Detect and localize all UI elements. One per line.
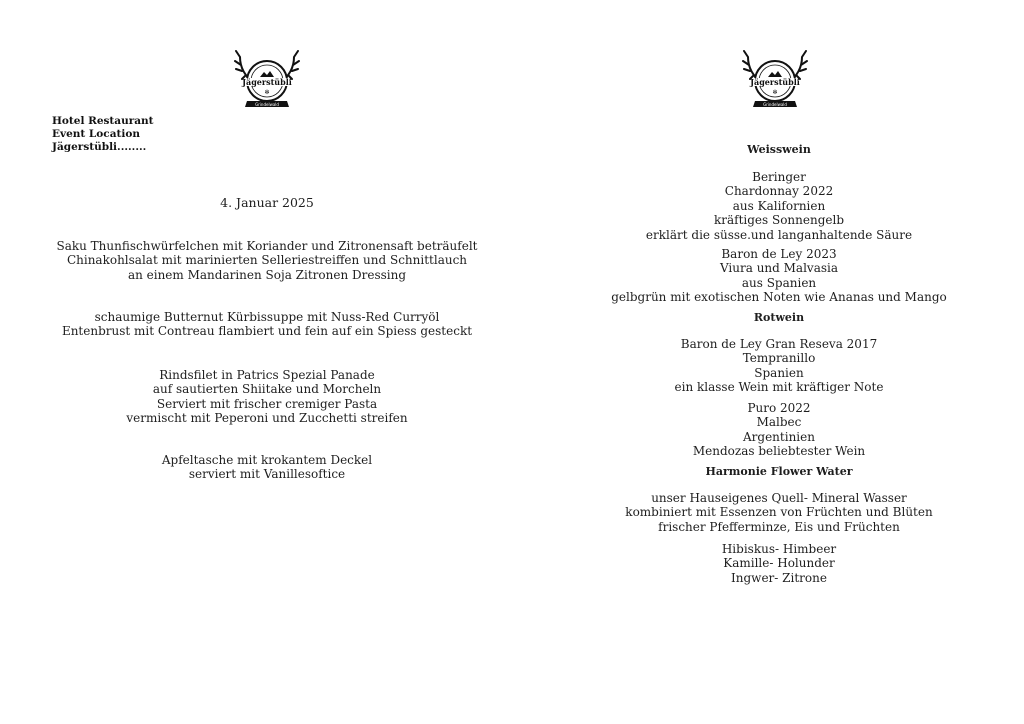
restaurant-logo-icon [232,45,302,113]
wine-line: Chardonnay 2022 [724,184,834,199]
water-description [534,491,1024,534]
menu-date: 4. Januar 2025 [220,195,314,210]
wine-line: Puro 2022 [747,401,811,415]
wine-line: kräftiges Sonnengelb [713,213,845,228]
wine-line: ein klasse Wein mit kräftiger Note [674,380,884,395]
water-heading: Harmonie Flower Water [705,465,853,478]
flavor-line: Ingwer- Zitrone [731,570,827,585]
restaurant-header [52,115,154,154]
course-line: Entenbrust mit Contreau flambiert und fein auf ein Spiess gesteckt [61,324,473,339]
course-dessert [0,453,534,482]
drinks-page [534,0,1024,724]
course-line: Serviert mit frischer cremiger Pasta [156,396,378,411]
course-line: schaumige Butternut Kürbissuppe mit Nuss-Red Curryöl [94,310,440,324]
header-line: Jägerstübli........ [52,141,147,153]
wine-entry [534,401,1024,459]
wine-line: Baron de Ley Gran Reseva 2017 [680,337,878,351]
course-line: serviert mit Vanillesoftice [188,467,346,482]
course-line: an einem Mandarinen Soja Zitronen Dressing [127,267,407,282]
wine-line: Tempranillo [742,351,816,366]
course-line: Rindsfilet in Patrics Spezial Panade [159,368,375,382]
wine-line: Mendozas beliebtester Wein [692,444,866,459]
red-wine-heading: Rotwein [753,311,805,324]
water-line: frischer Pfefferminze, Eis und Früchten [658,519,900,534]
wine-entry [534,337,1024,395]
course-main [0,368,534,426]
flavor-line: Kamille- Holunder [723,556,835,571]
wine-line: Malbec [756,415,802,430]
white-wine-heading: Weisswein [747,143,811,156]
water-line: unser Hauseigenes Quell- Mineral Wasser [651,491,907,505]
course-line: Chinakohlsalat mit marinierten Selleriestreiffen und Schnittlauch [66,253,468,268]
course-soup-intermediate [0,310,534,339]
course-line: auf sautierten Shiitake und Morcheln [152,382,382,397]
header-line: Event Location [52,128,140,140]
water-flavors [534,542,1024,585]
water-line: kombiniert mit Essenzen von Früchten und Blüten [625,505,933,520]
wine-line: aus Spanien [741,275,817,290]
wine-line: erklärt die süsse.und langanhaltende Säure [645,227,913,242]
course-line: Saku Thunfischwürfelchen mit Koriander und Zitronensaft beträufelt [56,239,478,253]
course-line: vermischt mit Peperoni und Zucchetti streifen [126,411,408,426]
wine-line: Spanien [754,365,804,380]
wine-line: Baron de Ley 2023 [721,247,837,261]
wine-line: Argentinien [743,429,815,444]
wine-line: Viura und Malvasia [719,261,839,276]
wine-line: aus Kalifornien [732,198,826,213]
course-starter [0,239,534,282]
course-line: Apfeltasche mit krokantem Deckel [161,453,373,467]
wine-entry [534,247,1024,305]
flavor-line: Hibiskus- Himbeer [721,542,837,556]
restaurant-logo-icon [740,45,810,113]
wine-line: gelbgrün mit exotischen Noten wie Ananas und Mango [611,290,947,305]
wine-entry [534,170,1024,242]
wine-line: Beringer [752,170,806,184]
header-line: Hotel Restaurant [52,115,154,127]
